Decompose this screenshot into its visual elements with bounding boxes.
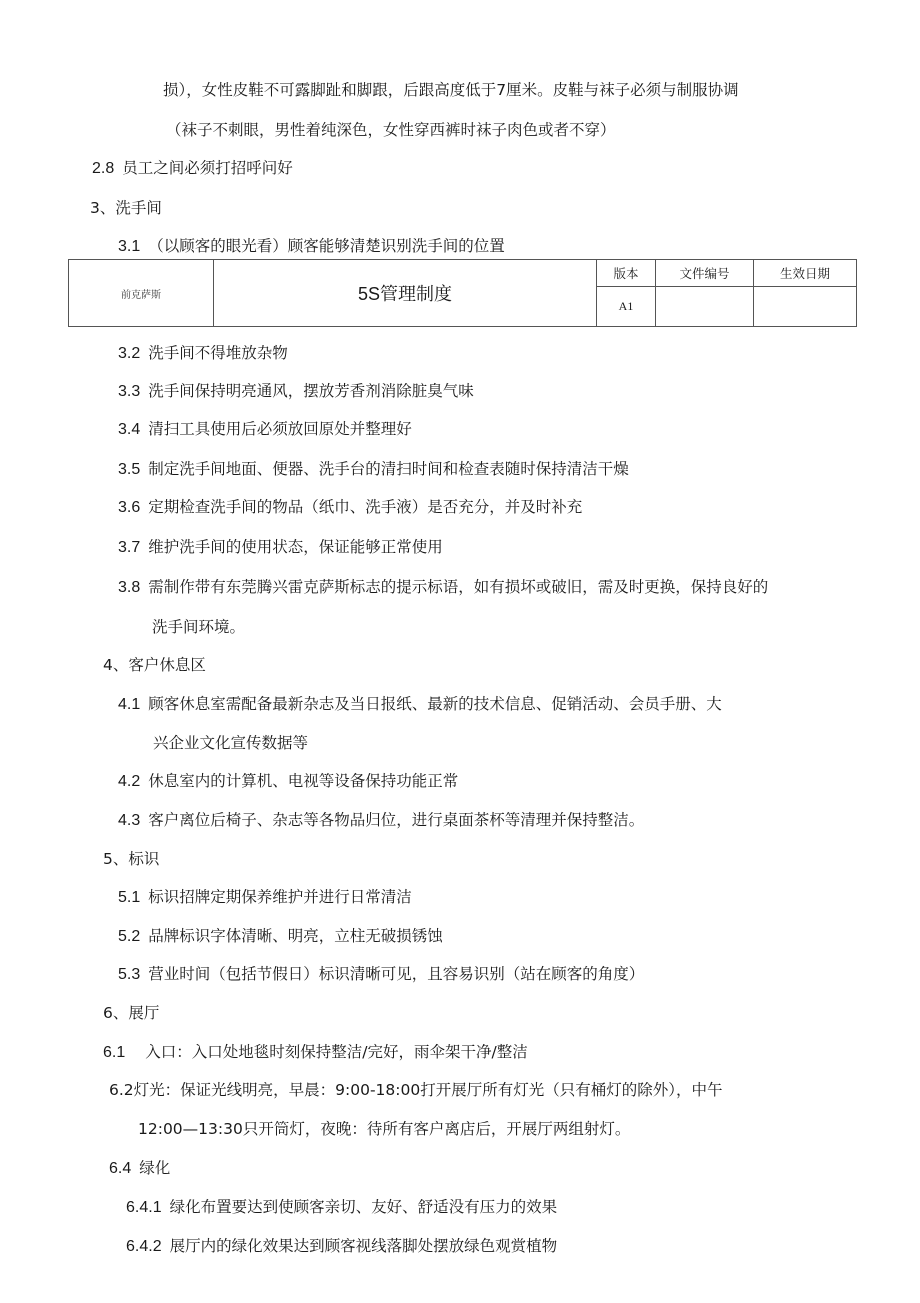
section-heading: 5、标识 [103,850,160,868]
text-line: 损），女性皮鞋不可露脚趾和脚跟，后跟高度低于7厘米。皮鞋与袜子必须与制服协调 [163,81,739,99]
company-name: 前克萨斯 [69,260,214,327]
doc-number-value [656,287,754,327]
list-item: 4.1 顾客休息室需配备最新杂志及当日报纸、最新的技术信息、促销活动、会员手册、大 [118,695,722,713]
list-item: 3.1 （以顾客的眼光看）顾客能够清楚识别洗手间的位置 [118,237,505,255]
list-item: 2.8 员工之间必须打招呼问好 [92,159,293,177]
list-item: 4.3 客户离位后椅子、杂志等各物品归位，进行桌面茶杯等清理并保持整洁。 [118,811,645,829]
list-item: 5.2 品牌标识字体清晰、明亮，立柱无破损锈蚀 [118,927,443,945]
list-item: 5.1 标识招牌定期保养维护并进行日常清洁 [118,888,412,906]
list-item: 6.1 入口：入口处地毯时刻保持整洁/完好，雨伞架干净/整洁 [103,1043,528,1061]
list-item: 6.4 绿化 [109,1159,171,1177]
section-heading: 4、客户休息区 [103,656,206,674]
section-heading: 6、展厅 [103,1004,160,1022]
section-heading: 3、洗手间 [90,199,162,217]
list-item: 3.5 制定洗手间地面、便器、洗手台的清扫时间和检查表随时保持清洁干燥 [118,460,629,478]
text-line: 洗手间环境。 [152,618,246,636]
list-item: 3.7 维护洗手间的使用状态，保证能够正常使用 [118,538,443,556]
list-item: 5.3 营业时间（包括节假日）标识清晰可见，且容易识别（站在顾客的角度） [118,965,645,983]
list-item: 6.4.1 绿化布置要达到使顾客亲切、友好、舒适没有压力的效果 [126,1198,558,1216]
list-item: 3.6 定期检查洗手间的物品（纸巾、洗手液）是否充分，并及时补充 [118,498,583,516]
list-item: 3.8 需制作带有东莞腾兴雷克萨斯标志的提示标语，如有损坏或破旧，需及时更换，保持良好的 [118,578,769,596]
list-item: 3.4 清扫工具使用后必须放回原处并整理好 [118,420,412,438]
effective-date-value [754,287,857,327]
list-item: 3.3 洗手间保持明亮通风，摆放芳香剂消除脏臭气味 [118,382,474,400]
document-title: 5S管理制度 [214,260,597,327]
text-line: （袜子不刺眼，男性着纯深色，女性穿西裤时袜子肉色或者不穿） [166,121,616,139]
text-line: 12:00—13:30只开筒灯，夜晚：待所有客户离店后，开展厅两组射灯。 [138,1120,631,1138]
text-line: 6.2灯光：保证光线明亮，早晨：9:00-18:00打开展厅所有灯光（只有桶灯的除外），中午 [109,1081,723,1099]
effective-date-header: 生效日期 [754,260,857,287]
version-value: A1 [597,287,656,327]
doc-number-header: 文件编号 [656,260,754,287]
list-item: 3.2 洗手间不得堆放杂物 [118,344,288,362]
document-header-table [68,259,857,327]
version-header: 版本 [597,260,656,287]
list-item: 4.2 休息室内的计算机、电视等设备保持功能正常 [118,772,459,790]
text-line: 兴企业文化宣传数据等 [153,734,309,752]
list-item: 6.4.2 展厅内的绿化效果达到顾客视线落脚处摆放绿色观赏植物 [126,1237,558,1255]
